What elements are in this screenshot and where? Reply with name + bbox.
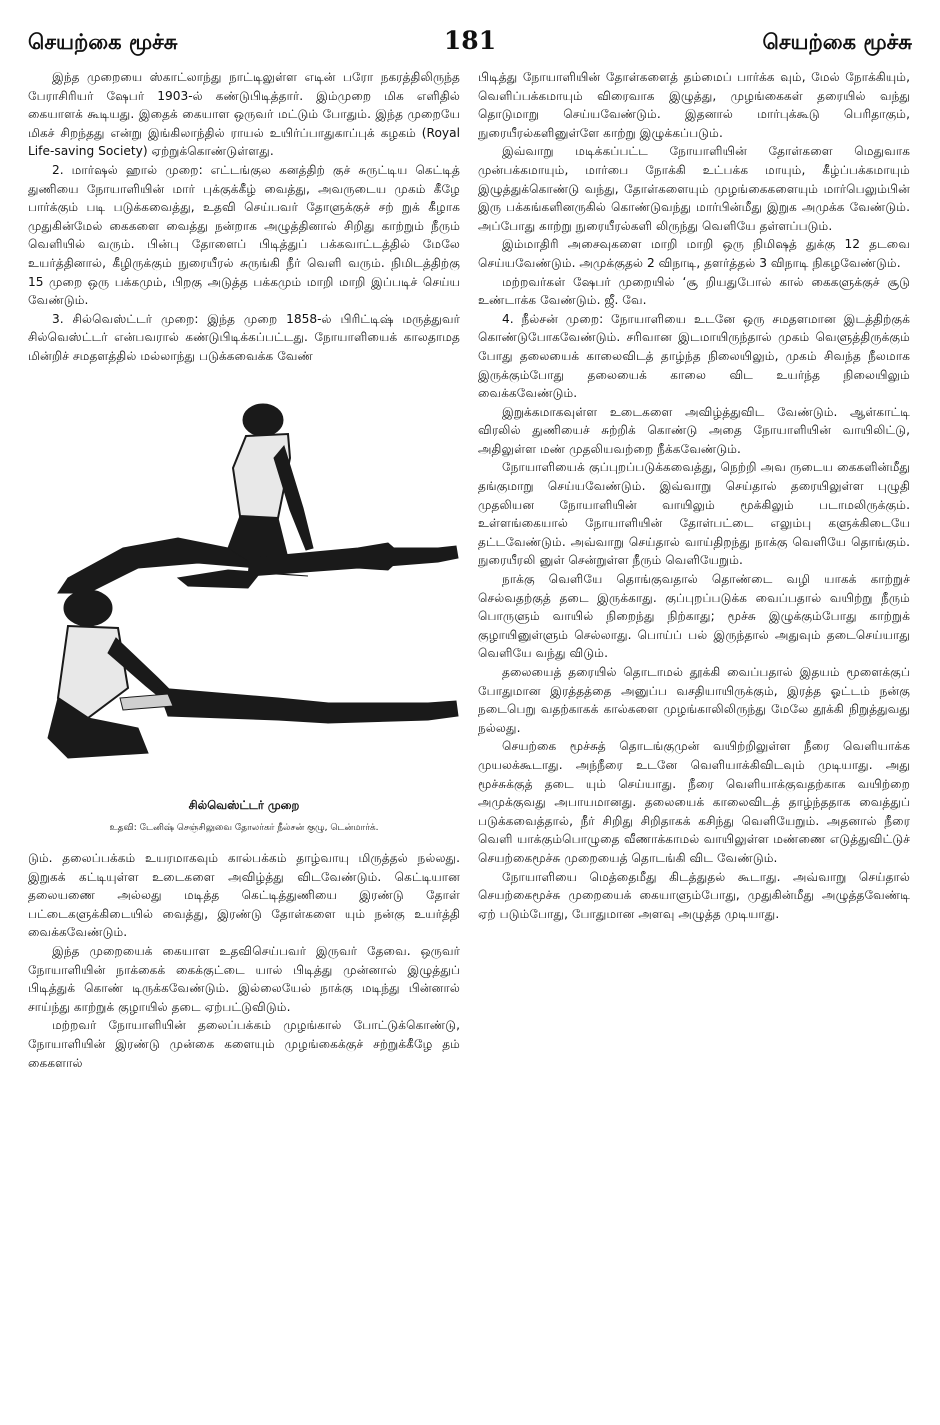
page-header (0, 0, 940, 60)
paragraph: நோயாளியைக் குப்புறப்படுக்கவைத்து, நெற்றி அவ ருடைய கைகளின்மீது தங்குமாறு செய்யவேண்டும். இவ்வாறு செய்தால் தரையிலுள்ள புழுதி முதலியன நோயாளியின் வாயிலும் மூக்கிலும் படாமலிருக்கும். உள்ளங்கையால் நோயாளியின் தோள்பட்டை எலும்பு களுக்கிடையே தட்டவேண்டும். அவ்வாறு செய்தால் வாய்திறந்து நாக்கு வெளியே தொங்கும். நுரையீரலி னுள் சென்றுள்ள நீரும் வெளியேறும். (478, 460, 910, 568)
figure-caption: சில்வெஸ்ட்டர் முறை (188, 797, 300, 812)
paragraph: பிடித்து நோயாளியின் தோள்களைத் தம்மைப் பார்க்க வும், மேல் நோக்கியும், வெளிப்பக்கமாயும் விரைவாக இழுத்து, முழங்கைகள் தரையில் வந்து தொடுமாறு செய்யவேண்டும். இதனால் மார்புக்கூடு பெரிதாகும், நுரையீரல்களினுள்ளே காற்று இழுக்கப்படும். (478, 70, 910, 140)
paragraph: இந்த முறையை ஸ்காட்லாந்து நாட்டிலுள்ள எடின் பரோ நகரத்திலிருந்த பேராசிரியர் ஷேபர் 1903-ல் கண்டுபிடித்தார். இம்முறை மிக எளிதில் கையாளக் கூடியது. இதைக் கையாள ஒருவர் மட்டும் போதும். இந்த முறையே மிகச் சிறந்தது என்று இங்கிலாந்தில் ராயல் உயிர்ப்பாதுகாப்புக் கழகம் (Royal Life-saving Society) ஏற்றுக்கொண்டுள்ளது. (28, 70, 460, 159)
resuscitation-illustration (28, 398, 460, 788)
page-number: 181 (443, 26, 497, 55)
paragraph: 3. சில்வெஸ்ட்டர் முறை: இந்த முறை 1858-ல் பிரிட்டிஷ் மருத்துவர் சில்வெஸ்ட்டர் என்பவரால் கண்டுபிடிக்கப்பட்டது. நோயாளியைக் காலதாமத மின்றிச் சமதளத்தில் மல்லாந்து படுக்கவைக்க வேண் (28, 311, 460, 363)
paragraph: இவ்வாறு மடிக்கப்பட்ட நோயாளியின் தோள்களை மெதுவாக முன்பக்கமாயும், மார்பை நோக்கி உட்பக்க மாயும், கீழ்ப்பக்கமாயும் இழுத்துக்கொண்டு வந்து, தோள்களையும் முழங்கைகளையும் மார்பெலும்பின் இரு பக்கங்களினருகில் கொண்டுவந்து மார்பின்மீது இறுக அமுக்க வேண்டும். அப்போது காற்று நுரையீரல்களி லிருந்து வெளியே தள்ளப்படும். (478, 144, 910, 233)
bottom-scene (48, 590, 458, 758)
patient-body (158, 688, 328, 723)
paragraph: நாக்கு வெளியே தொங்குவதால் தொண்டை வழி யாகக் காற்றுச் செல்வதற்குத் தடை இருக்காது. குப்புறப்படுக்க வைப்பதால் வயிற்று நீரும் பொருளும் வாயில் நிறைந்து நிற்காது; மூச்சு இழுக்கும்போது காற்றுக் குழாயினுள்ளும் செல்லாது. பொய்ப் பல் இருந்தால் அதுவும் தடைசெய்யாது வெளியே வந்து விடும். (478, 572, 910, 661)
rescuer-head (243, 404, 283, 436)
paragraph: இந்த முறையைக் கையாள உதவிசெய்பவர் இருவர் தேவை. ஒருவர் நோயாளியின் நாக்கைக் கைக்குட்டை யால் பிடித்து முன்னால் இழுத்துப் பிடித்துக் கொண் டிருக்கவேண்டும். இல்லையேல் நாக்கு மடிந்து பின்னால் சாய்ந்து காற்றுக் குழாயில் தடை ஏற்பட்டுவிடும். (28, 944, 460, 1014)
patient-legs (328, 701, 458, 723)
patient-legs (388, 546, 458, 566)
paragraph: இறுக்கமாகவுள்ள உடைகளை அவிழ்த்துவிட வேண்டும். ஆள்காட்டி விரலில் துணியைச் சுற்றிக் கொண்டு அதை நோயாளியின் வாயிலிட்டு, அதிலுள்ள மண் முதலியவற்றை நீக்கவேண்டும். (478, 404, 910, 456)
top-scene (58, 404, 458, 593)
figure-credit: உதவி: டேனிஷ் செஞ்சிலுவை தோலர்கர் நீல்சன் குழு, டென்மார்க். (109, 823, 379, 834)
paragraph: நோயாளியை மெத்தைமீது கிடத்துதல் கூடாது. அவ்வாறு செய்தால் செயற்கைமூச்சு முறையைக் கையாளும்போது, முதுகின்மீது அழுத்தவேண்டி ஏற் படும்போது, போதுமான அளவு அழுத்த முடியாது. (478, 869, 910, 921)
silvester-method-figure (28, 398, 460, 836)
running-title-left: செயற்கை மூச்சு (28, 30, 178, 54)
paragraph: மற்றவர்கள் ஷேபர் முறையில் ‘சூ றியதுபோல் கால் கைகளுக்குச் சூடு உண்டாக்க வேண்டும். ஜீ. வே. (478, 274, 910, 308)
paragraph: இம்மாதிரி அசைவுகளை மாறி மாறி ஒரு நிமிஷத் துக்கு 12 தடவை செய்யவேண்டும். அமுக்குதல் 2 விநாடி, தளர்த்தல் 3 விநாடி நிகழவேண்டும். (478, 237, 910, 270)
right-column (478, 68, 910, 1408)
paragraph: டும். தலைப்பக்கம் உயரமாகவும் கால்பக்கம் தாழ்வாயு மிருத்தல் நல்லது. இறுகக் கட்டியுள்ள உடைகளை அவிழ்த்து விடவேண்டும். கெட்டியான தலையணை அல்லது மடித்த கெட்டித்துணியை இரண்டு தோள் பட்டைகளுக்கிடையில் வைத்து, இரண்டு தோள்களை யும் நன்கு உயர்த்தி வைக்கவேண்டும். (28, 851, 460, 940)
paragraph: செயற்கை மூச்சுத் தொடங்குமுன் வயிற்றிலுள்ள நீரை வெளியாக்க முயலக்கூடாது. அந்நீரை உடனே வெளியாக்கிவிடவும் முடியாது. அது மூச்சுக்குத் தடை யும் செய்யாது. நீரை வெளியாக்குவதற்காக வயிற்றை அமுக்குவது அபாயமானது. தலையைக் காலைவிடத் தாழ்ந்ததாக வைத்துப் படுக்கவைத்தால், நீர் சிறிது சிறிதாகக் கசிந்து வெளியேறும். அதனால் நீரை வெளி யாக்கும்பொழுதை வீணாக்காமல் வாயிலுள்ள மண்ணை எடுத்துவிட்டுச் செயற்கைமூச்சு முறையைத் தொடங்கி விட வேண்டும். (478, 739, 910, 865)
paragraph: 2. மார்ஷல் ஹால் முறை: எட்டங்குல கனத்திற் குச் சுருட்டிய கெட்டித் துணியை நோயாளியின் மார் புக்குக்கீழ் வைத்து, அவருடைய முகம் கீழே பார்க்கும் படி படுக்கவைத்து, உதவி செய்பவர் தோளுக்குச் சற் றுக் கீழாக முதுகின்மேல் கைகளை வைத்து நன்றாக அழுத்தினால் சிறிது காற்றும் நீரும் வெளியில் வரும். பின்பு தோளைப் பிடித்துப் பக்கவாட்டத்தில் மேலே உயர்த்தினால், கீழிருக்கும் நுரையீரல் சுருங்கி நீர் வெளி வரும். நிமிடத்திற்கு 15 முறை ஒரு பக்கமும், பிறகு அடுத்த பக்கமும் மாறி மாறி இப்படிச் செய்ய வேண்டும். (28, 162, 460, 308)
paragraph: 4. நீல்சன் முறை: நோயாளியை உடனே ஒரு சமதளமான இடத்திற்குக் கொண்டுபோகவேண்டும். சரிவான இடமாயிருந்தால் முகம் வெளுத்திருக்கும் போது தலையைக் காலைவிடத் தாழ்ந்த நிலையிலும், முகம் சிவந்த நீலமாக இருக்கும்போது தலையைக் காலை விட உயர்ந்த நிலையிலும் வைக்கவேண்டும். (478, 311, 910, 401)
paragraph: தலையைத் தரையில் தொடாமல் தூக்கி வைப்பதால் இதயம் மூளைக்குப் போதுமான இரத்தத்தை அனுப்ப வசதியாயிருக்கும், இரத்த ஓட்டம் நன்கு நடைபெறு வதற்காகக் கால்களை முழங்காலிலிருந்து மேலே தூக்கி நிறுத்துவது நல்லது. (478, 665, 910, 735)
left-column (28, 68, 460, 1408)
paragraph: மற்றவர் நோயாளியின் தலைப்பக்கம் முழங்கால் போட்டுக்கொண்டு, நோயாளியின் இரண்டு முன்கை களையும் முழங்கைக்குச் சற்றுக்கீழே தம் கைகளால் (28, 1018, 460, 1070)
running-title-right: செயற்கை மூச்சு (762, 30, 912, 54)
rescuer-head (64, 590, 112, 626)
